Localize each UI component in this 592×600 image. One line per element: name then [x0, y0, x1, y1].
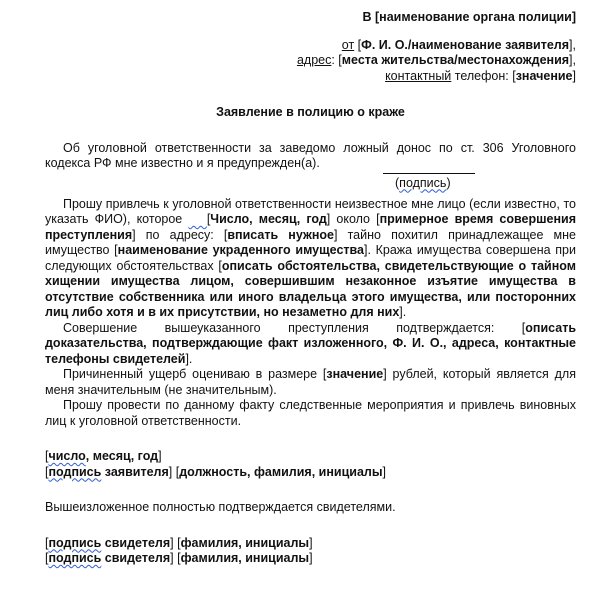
date-placeholder: Число, месяц, год — [210, 212, 327, 226]
damage-amount-placeholder: значение — [326, 367, 384, 381]
circumstances-placeholder: описать обстоятельства, свидетельствующие о тайном хищении имущества лицом, совершившим незаконное изъятие имущества в отсутствие собственника или иного владельца этого имущества, или посторонних лиц либо хотя и в их присутствии, но незаметно для них — [45, 258, 576, 319]
liability-paragraph: Об уголовной ответственности за заведомо ложный донос по ст. 306 Уголовного кодекса РФ мне известно и я предупрежден(а). — [45, 140, 576, 170]
address-placeholder: места жительства/местонахождения — [341, 53, 570, 67]
address-line: адрес: [места жительства/местонахождения], — [296, 53, 576, 67]
date-line: [число, месяц, год] — [45, 449, 162, 463]
phone-line: контактный телефон: [значение] — [385, 68, 576, 83]
from-word: от — [341, 37, 355, 52]
police-body-placeholder: [наименование органа полиции] — [375, 10, 576, 24]
addressee-block — [45, 10, 576, 84]
witness-line-2: [подпись свидетеля] [фамилия, инициалы] — [45, 551, 313, 565]
request-paragraph: Прошу привлечь к уголовной ответственности неизвестное мне лицо (если известно, то указать ФИО), которое [Число, месяц, год] около [примерное время совершения преступления] по адресу: [вписать нужное] тайно похитил принадлежащее мне имущество [наименование украденного имущества]. Кража имущества совершена при следующих обстоятельствах [описать обстоятельства, свидетельствующие о тайном хищении имущества лицом, совершившим незаконное изъятие имущества в отсутствие собственника или иного владельца этого имущества, или посторонних лиц либо хотя и в их присутствии, но незаметно для них]. — [45, 196, 576, 319]
confirmation-line: Вышеизложенное полностью подтверждается свидетелями. — [45, 500, 396, 514]
evidence-placeholder: описать доказательства, подтверждающие факт изложенного, Ф. И. О., адреса, контактные телефоны свидетелей — [45, 320, 576, 366]
applicant-line: [подпись заявителя] [должность, фамилия, инициалы] — [45, 464, 386, 479]
applicant-signature-block — [45, 449, 576, 480]
crime-address-placeholder: вписать нужное — [227, 227, 334, 242]
investigation-paragraph: Прошу провести по данному факту следственные мероприятия и привлечь виновных лиц к уголовной ответственности. — [45, 398, 576, 428]
signature-line — [383, 173, 475, 174]
stolen-property-placeholder: наименование украденного имущества — [117, 243, 364, 257]
contact-word: контактный — [385, 68, 452, 83]
addressee-prefix: В — [362, 10, 376, 24]
applicant-name-placeholder: Ф. И. О./наименование заявителя — [361, 37, 570, 52]
phone-placeholder: значение — [515, 68, 573, 83]
time-placeholder: примерное время совершения преступления — [45, 212, 576, 242]
witness-block — [45, 536, 576, 567]
signature-block — [45, 172, 576, 197]
signature-caption: (подпись) — [395, 175, 451, 190]
addressee-line — [45, 10, 576, 26]
witness-line-1: [подпись свидетеля] [фамилия, инициалы] — [45, 535, 313, 550]
from-line: от [Ф. И. О./наименование заявителя], — [341, 37, 576, 52]
evidence-paragraph: Совершение вышеуказанного преступления подтверждается: [описать доказательства, подтверждающие факт изложенного, Ф. И. О., адреса, контактные телефоны свидетелей]. — [45, 320, 576, 366]
document-title: Заявление в полицию о краже — [216, 105, 405, 119]
address-word: адрес — [296, 53, 332, 67]
damage-paragraph: Причиненный ущерб оцениваю в размере [значение] рублей, который является для меня значительным (не значительным). — [45, 367, 576, 397]
